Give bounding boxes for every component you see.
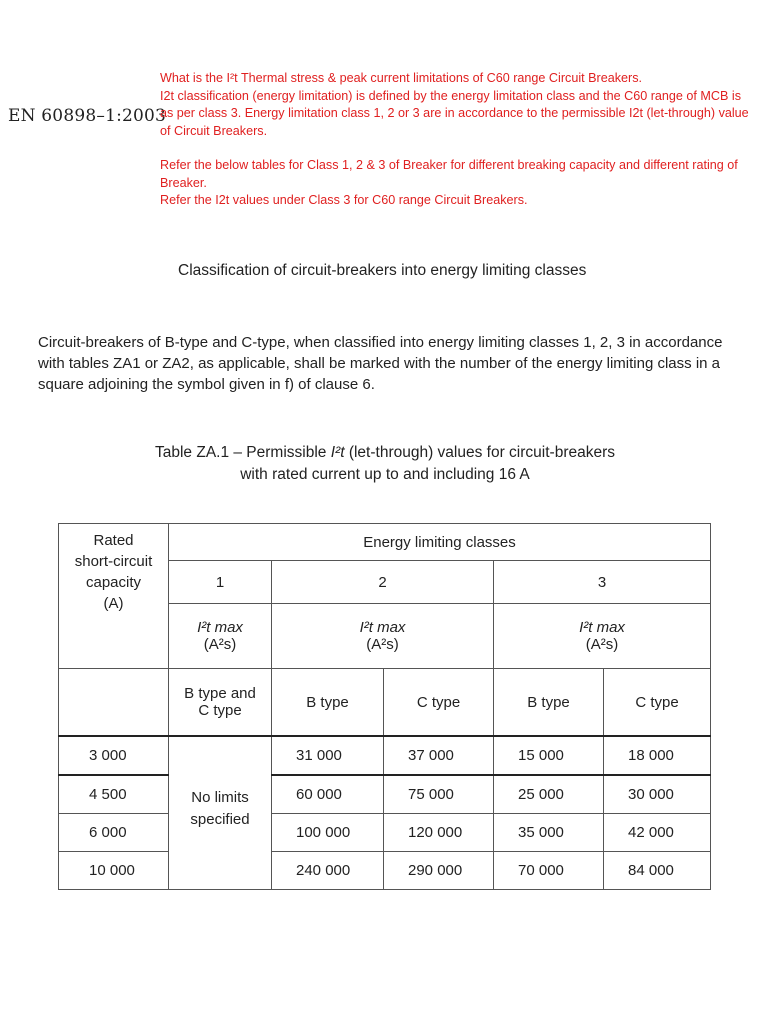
class-3-c-value: 42 000 [604, 814, 711, 852]
table-row [59, 736, 711, 775]
section-heading: Classification of circuit-breakers into energy limiting classes [178, 262, 587, 279]
class-2-b-value: 31 000 [272, 736, 384, 775]
table-row [59, 852, 711, 890]
note-line-4: Refer the I2t values under Class 3 for C60 range Circuit Breakers. [160, 193, 528, 207]
class-2-header: 2 [272, 561, 494, 604]
table-caption-line-1: Table ZA.1 – Permissible I²t (let-through) values for circuit-breakers [154, 444, 616, 461]
class-3-c-value: 18 000 [604, 736, 711, 775]
table-row [59, 775, 711, 814]
class-1-header: 1 [169, 561, 272, 604]
class-3-header: 3 [494, 561, 711, 604]
table-caption [150, 442, 620, 486]
note-line-2: I2t classification (energy limitation) is defined by the energy limitation class and the C60 range of MCB is as per class 3. Energy limitation class 1, 2 or 3 are in accordance to the permissible I2t (let-through) value of Circuit Breakers. [160, 88, 749, 138]
class-3-b-type-header: B type [494, 669, 604, 737]
body-paragraph: Circuit-breakers of B-type and C-type, when classified into energy limiting classes 1, 2, 3 in accordance with tables ZA1 or ZA2, as applicable, shall be marked with the number of the energy limiting class in a square adjoining the symbol given in f) of clause 6. [38, 334, 723, 393]
class-3-i2t-max: I²t max (A²s) [494, 604, 711, 669]
class-3-c-value: 84 000 [604, 852, 711, 890]
class-2-i2t-max: I²t max (A²s) [272, 604, 494, 669]
class-2-c-value: 75 000 [384, 775, 494, 814]
class-2-b-value: 100 000 [272, 814, 384, 852]
class-2-c-value: 37 000 [384, 736, 494, 775]
rated-capacity-cell: 3 000 [59, 736, 169, 775]
class-3-c-value: 30 000 [604, 775, 711, 814]
i2t-values-table [58, 523, 711, 890]
rated-capacity-header: Rated short-circuit capacity (A) [59, 524, 169, 669]
empty-header-cell [59, 669, 169, 737]
energy-classes-header: Energy limiting classes [169, 524, 711, 561]
class-3-b-value: 70 000 [494, 852, 604, 890]
class-1-type-header: B type and C type [169, 669, 272, 737]
class-1-no-limits-cell: No limits specified [169, 736, 272, 890]
class-3-b-value: 35 000 [494, 814, 604, 852]
class-3-c-type-header: C type [604, 669, 711, 737]
class-3-b-value: 15 000 [494, 736, 604, 775]
class-2-c-value: 120 000 [384, 814, 494, 852]
class-2-b-value: 240 000 [272, 852, 384, 890]
class-2-c-type-header: C type [384, 669, 494, 737]
standard-reference: EN 60898–1:2003 [8, 106, 167, 126]
rated-capacity-cell: 6 000 [59, 814, 169, 852]
red-explanatory-note [160, 70, 756, 210]
table-row [59, 814, 711, 852]
class-1-i2t-max: I²t max (A²s) [169, 604, 272, 669]
rated-capacity-cell: 10 000 [59, 852, 169, 890]
class-2-b-type-header: B type [272, 669, 384, 737]
class-2-b-value: 60 000 [272, 775, 384, 814]
table-caption-line-2: with rated current up to and including 16 A [240, 466, 530, 483]
note-line-3: Refer the below tables for Class 1, 2 & 3 of Breaker for different breaking capacity and different rating of Breaker. [160, 158, 738, 190]
class-2-c-value: 290 000 [384, 852, 494, 890]
class-3-b-value: 25 000 [494, 775, 604, 814]
rated-capacity-cell: 4 500 [59, 775, 169, 814]
note-line-1: What is the I²t Thermal stress & peak current limitations of C60 range Circuit Breakers. [160, 71, 643, 85]
